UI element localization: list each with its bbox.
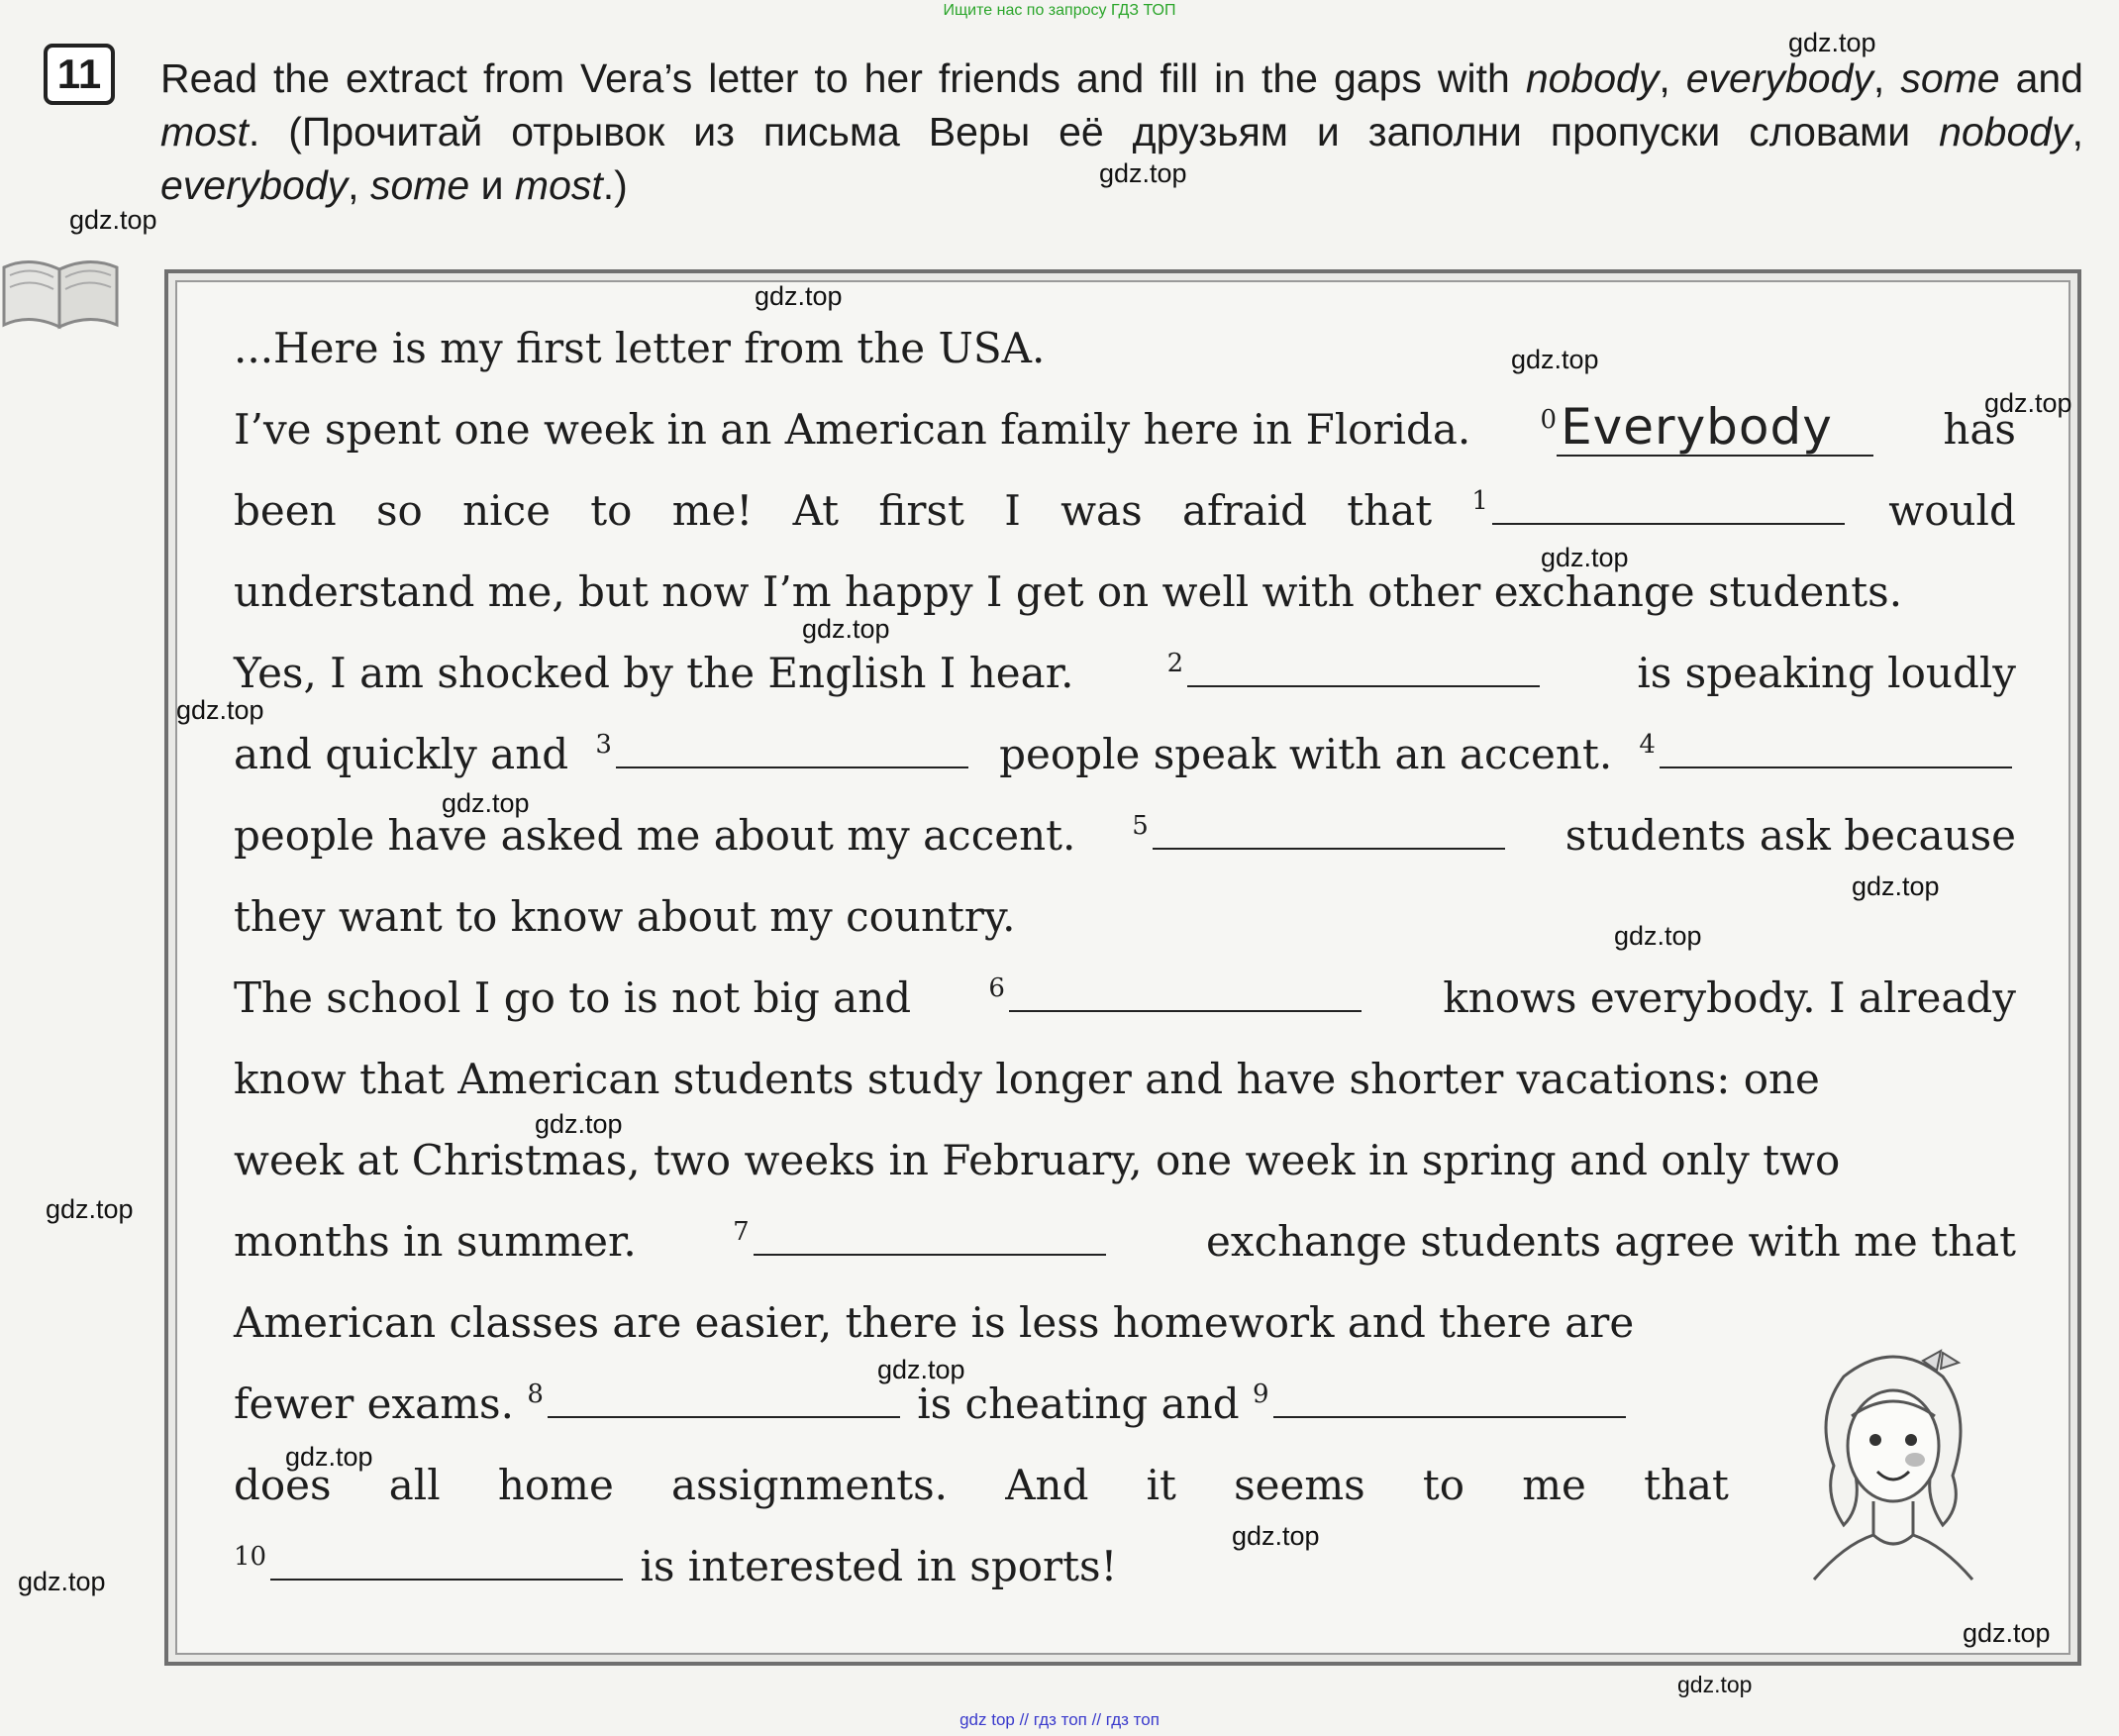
gap-3-blank[interactable]	[616, 725, 968, 768]
watermark: gdz.top	[46, 1194, 134, 1224]
gap-number: 1	[1471, 486, 1488, 516]
letter-line-14	[234, 1364, 1729, 1445]
letter-text: and quickly and	[234, 730, 569, 778]
gap-number: 0	[1540, 405, 1558, 435]
answer-0-group	[1541, 389, 1874, 470]
instr-text-ru: и	[469, 162, 515, 208]
instr-text-ru: .)	[602, 162, 628, 208]
letter-word: does	[234, 1461, 332, 1509]
gap-9-group[interactable]	[1253, 1379, 1630, 1428]
bottom-link[interactable]: gdz top // гдз топ // гдз топ	[959, 1710, 1160, 1729]
watermark: gdz.top	[1099, 158, 1187, 188]
gap-4-blank[interactable]	[1660, 725, 2012, 768]
gap-8-blank[interactable]	[548, 1375, 900, 1418]
gap-number: 3	[595, 730, 612, 760]
letter-line-4	[234, 552, 2016, 633]
letter-word: nice	[462, 486, 551, 535]
gap-7-blank[interactable]	[754, 1212, 1106, 1256]
gap-1-group[interactable]	[1471, 470, 1849, 552]
letter-text: they want to know about my country.	[234, 892, 1016, 941]
watermark: gdz.top	[1614, 921, 1702, 951]
instr-text: and	[1999, 55, 2083, 101]
letter-word: first	[878, 486, 964, 535]
gap-number: 10	[234, 1542, 267, 1572]
word-some: some	[369, 162, 470, 208]
letter-line-10	[234, 1039, 2016, 1120]
letter-text: ...Here is my first letter from the USA.	[234, 324, 1046, 372]
letter-line-1	[234, 308, 2016, 389]
letter-word: that	[1644, 1461, 1729, 1509]
word-nobody: nobody	[1939, 109, 2072, 154]
letter-line-12	[234, 1201, 2016, 1282]
instr-sep: ,	[1659, 55, 1686, 101]
letter-word: afraid	[1181, 486, 1307, 535]
letter-word: assignments.	[671, 1461, 949, 1509]
watermark: gdz.top	[442, 788, 530, 818]
letter-text: week at Christmas, two weeks in February, one week in spring and only two	[234, 1136, 1841, 1184]
gap-6-group[interactable]	[988, 958, 1365, 1039]
letter-text: knows everybody. I already	[1443, 973, 2016, 1022]
gap-4-group[interactable]	[1639, 714, 2016, 795]
gap-number: 6	[988, 973, 1005, 1003]
letter-text: is cheating and	[917, 1379, 1240, 1428]
letter-line-2	[234, 389, 2016, 470]
word-everybody: everybody	[1685, 55, 1873, 101]
letter-text: understand me, but now I’m happy I get on well with other exchange students.	[234, 567, 1903, 616]
letter-word: all	[388, 1461, 441, 1509]
watermark: gdz.top	[1232, 1521, 1320, 1551]
letter-text: fewer exams.	[234, 1379, 514, 1428]
exercise-number: 11	[44, 44, 115, 105]
gap-3-group[interactable]	[595, 714, 972, 795]
watermark: gdz.top	[18, 1567, 106, 1596]
letter-line-11	[234, 1120, 2016, 1201]
letter-word: At	[792, 486, 840, 535]
gap-8-group[interactable]	[527, 1379, 904, 1428]
gap-number: 8	[527, 1379, 544, 1409]
watermark: gdz.top	[755, 281, 843, 311]
letter-word: home	[497, 1461, 614, 1509]
watermark: gdz.top	[1541, 543, 1629, 572]
watermark: gdz.top	[802, 614, 890, 644]
letter-text: students ask because	[1564, 811, 2016, 860]
instr-sep: ,	[1872, 55, 1901, 101]
word-most: most	[160, 109, 249, 154]
letter-text: The school I go to is not big and	[234, 973, 912, 1022]
instr-text: Read the extract from Vera’s letter to her friends and fill in the gaps with	[160, 55, 1526, 101]
letter-word: it	[1146, 1461, 1176, 1509]
word-some: some	[1900, 55, 2000, 101]
letter-text: people have asked me about my accent.	[234, 811, 1076, 860]
instr-text-ru: . (Прочитай отрывок из письма Веры её друзьям и заполни пропуски словами	[248, 109, 1940, 154]
gap-number: 2	[1166, 649, 1184, 678]
letter-word: And	[1005, 1461, 1089, 1509]
instr-sep: ,	[2071, 109, 2083, 154]
word-most: most	[514, 162, 603, 208]
letter-text: know that American students study longer and have shorter vacations: one	[234, 1055, 1820, 1103]
book-icon	[0, 254, 123, 333]
letter-word: so	[375, 486, 423, 535]
letter-text: has	[1943, 405, 2016, 454]
watermark: gdz.top	[1677, 1672, 1753, 1697]
top-link[interactable]: Ищите нас по запросу ГДЗ ТОП	[943, 2, 1176, 19]
letter-word: was	[1060, 486, 1143, 535]
letter-text: would	[1888, 486, 2016, 535]
watermark: gdz.top	[877, 1355, 965, 1384]
gap-number: 5	[1132, 811, 1149, 841]
gap-10-group[interactable]	[234, 1542, 627, 1590]
gap-7-group[interactable]	[733, 1201, 1110, 1282]
letter-word: that	[1347, 486, 1433, 535]
watermark: gdz.top	[1984, 388, 2072, 418]
letter-word: to	[590, 486, 633, 535]
answer-0: Everybody	[1557, 399, 1873, 457]
watermark: gdz.top	[535, 1109, 623, 1139]
letter-word: to	[1422, 1461, 1465, 1509]
letter-text: months in summer.	[234, 1217, 637, 1266]
letter-word: I	[1004, 486, 1021, 535]
letter-text: Yes, I am shocked by the English I hear.	[234, 649, 1074, 697]
letter-line-16	[234, 1526, 2016, 1607]
letter-text: is speaking loudly	[1637, 649, 2016, 697]
letter-text: is interested in sports!	[640, 1542, 1118, 1590]
letter-line-8	[234, 876, 2016, 958]
watermark: gdz.top	[69, 205, 157, 235]
letter-word: seems	[1234, 1461, 1365, 1509]
letter-text: exchange students agree with me that	[1206, 1217, 2016, 1266]
watermark: gdz.top	[1852, 871, 1940, 901]
gap-5-group[interactable]	[1132, 795, 1509, 876]
word-nobody: nobody	[1525, 55, 1660, 101]
gap-6-blank[interactable]	[1009, 969, 1362, 1012]
gap-5-blank[interactable]	[1153, 806, 1505, 850]
gap-number: 9	[1252, 1379, 1269, 1409]
letter-line-6	[234, 714, 2016, 795]
watermark: gdz.top	[1963, 1618, 2051, 1648]
word-everybody: everybody	[160, 162, 349, 208]
girl-illustration	[1804, 1337, 1982, 1584]
gap-9-blank[interactable]	[1273, 1375, 1626, 1418]
gap-2-group[interactable]	[1167, 633, 1545, 714]
gap-2-blank[interactable]	[1187, 644, 1540, 687]
gap-number: 4	[1639, 730, 1656, 760]
letter-text: I’ve spent one week in an American family here in Florida.	[234, 405, 1471, 454]
watermark: gdz.top	[285, 1442, 373, 1472]
letter-line-3	[234, 470, 2016, 552]
gap-10-blank[interactable]	[270, 1537, 623, 1581]
letter-line-9	[234, 958, 2016, 1039]
letter-line-5	[234, 633, 2016, 714]
letter-word: me!	[671, 486, 754, 535]
instr-sep: ,	[348, 162, 370, 208]
watermark: gdz.top	[1788, 28, 1876, 57]
letter-text: people speak with an accent.	[999, 730, 1613, 778]
watermark: gdz.top	[176, 695, 264, 725]
letter-word: me	[1522, 1461, 1586, 1509]
letter-text: American classes are easier, there is less homework and there are	[234, 1298, 1635, 1347]
gap-1-blank[interactable]	[1492, 481, 1845, 525]
letter-word: been	[234, 486, 337, 535]
letter-line-15	[234, 1445, 1729, 1526]
letter-line-13	[234, 1282, 1729, 1364]
watermark: gdz.top	[1511, 345, 1599, 374]
gap-number: 7	[733, 1217, 750, 1247]
